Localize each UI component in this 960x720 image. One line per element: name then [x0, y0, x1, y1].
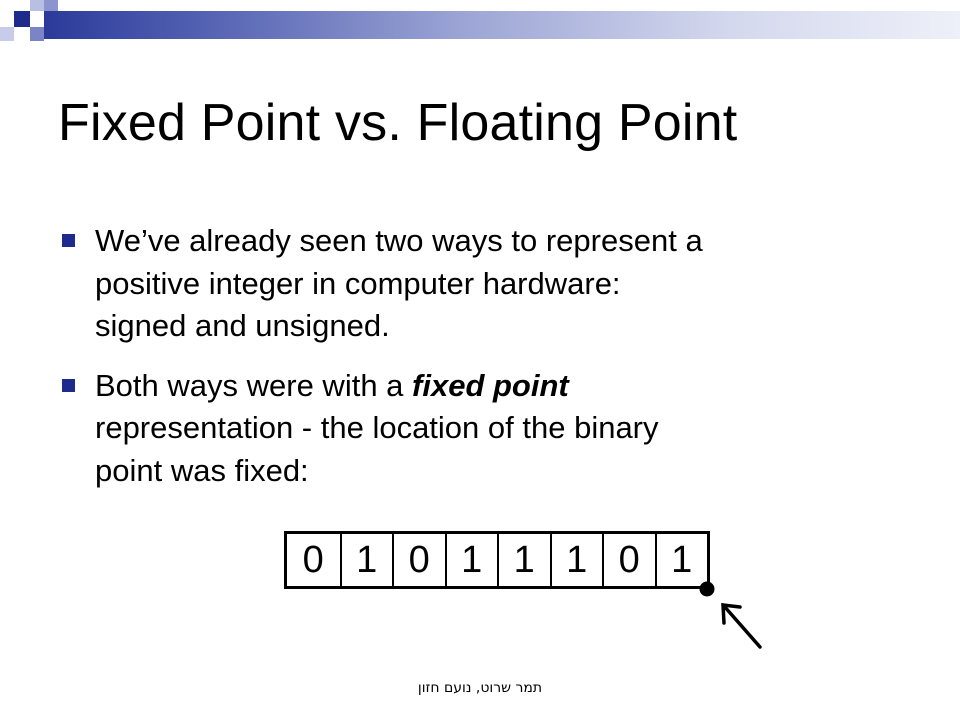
decorative-square — [44, 0, 58, 11]
bit-cell: 1 — [445, 534, 498, 586]
binary-point-arrow — [690, 570, 770, 660]
bullet-text-prefix: Both ways were with a — [95, 367, 413, 403]
binary-point-dot — [700, 582, 715, 597]
decorative-square — [30, 0, 44, 11]
bit-cell: 0 — [302, 538, 324, 581]
bullet-item — [60, 365, 850, 493]
emphasis-fixed-point: fixed point — [412, 367, 569, 403]
decorative-square — [14, 11, 30, 27]
arrow-shaft — [724, 606, 760, 647]
bullet-text-line: positive integer in computer hardware: — [95, 265, 621, 301]
bullet-text-line — [95, 365, 850, 408]
bit-cell: 1 — [655, 534, 708, 586]
bit-cell: 0 — [392, 534, 445, 586]
bit-cell: 1 — [340, 534, 393, 586]
bit-cell: 0 — [602, 534, 655, 586]
bullet-text-line: We’ve already seen two ways to represent a — [95, 223, 703, 258]
square-bullet-icon — [62, 379, 75, 392]
bit-cell: 1 — [550, 534, 603, 586]
binary-register — [284, 531, 710, 589]
bullet-item — [60, 220, 850, 348]
bit-cell: 1 — [497, 534, 550, 586]
bullet-list — [60, 220, 850, 509]
slide-footer: תמר שרוט, נועם חזון — [417, 680, 543, 696]
bullet-text-line: representation - the location of the binary — [95, 410, 659, 445]
decorative-square — [30, 27, 44, 41]
bullet-text-line: point was fixed: — [95, 452, 309, 488]
header-gradient-band — [44, 11, 960, 39]
decorative-square — [0, 27, 14, 41]
slide-title: Fixed Point vs. Floating Point — [58, 94, 738, 152]
square-bullet-icon — [62, 234, 75, 247]
bullet-text-line: signed and unsigned. — [95, 308, 390, 343]
